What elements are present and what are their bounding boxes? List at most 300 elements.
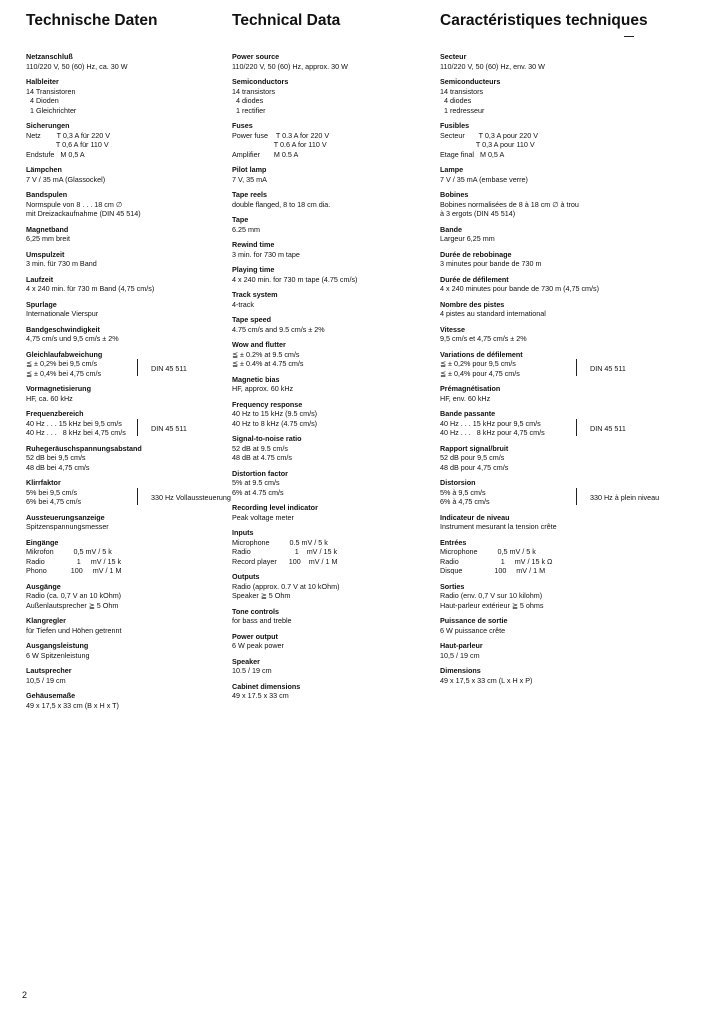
spec-section [232, 290, 432, 309]
spec-value-line: 49 x 17,5 x 33 cm (L x H x P) [440, 675, 533, 685]
spec-value-line: Spitzenspannungsmesser [26, 522, 109, 531]
spec-values [232, 300, 432, 310]
spec-section [440, 538, 665, 576]
spec-values [26, 309, 226, 319]
spec-value-line: 10.5 / 19 cm [232, 666, 272, 675]
spec-value-line: Microphone 0,5 mV / 5 k [440, 547, 536, 556]
bracket-mark [576, 359, 581, 376]
spec-values [26, 334, 226, 344]
spec-value-line: 40 Hz to 8 kHz (4.75 cm/s) [232, 418, 318, 428]
spec-values [440, 62, 665, 72]
spec-section [440, 641, 665, 660]
spec-section [26, 52, 226, 71]
spec-section [440, 121, 665, 159]
spec-value-line: T 0,6 A für 110 V [26, 140, 109, 149]
spec-heading: Vitesse [440, 324, 466, 334]
spec-value-line: 14 transistors [232, 86, 276, 96]
spec-section [440, 478, 665, 507]
spec-values [232, 384, 432, 394]
column-french [440, 12, 665, 691]
spec-heading: Wow and flutter [232, 340, 286, 349]
spec-heading: Spurlage [26, 299, 57, 309]
spec-values [440, 591, 665, 610]
spec-heading: Laufzeit [26, 274, 54, 284]
spec-value-line: ≦ ± 0.4% at 4.75 cm/s [232, 359, 304, 368]
spec-section [440, 616, 665, 635]
spec-value-line: 4 diodes [440, 96, 472, 105]
spec-section [440, 190, 665, 219]
spec-section [232, 77, 432, 115]
spec-section [26, 538, 226, 576]
spec-heading: Speaker [232, 656, 260, 666]
spec-value-line: Radio (approx. 0.7 V at 10 kOhm) [232, 581, 340, 591]
spec-heading: Bande [440, 224, 462, 234]
spec-section [232, 657, 432, 676]
spec-values [232, 275, 432, 285]
spec-heading: Fusibles [440, 121, 470, 130]
spec-section [440, 52, 665, 71]
section-list [232, 52, 432, 701]
spec-section [440, 582, 665, 611]
bracket-note: DIN 45 511 [590, 364, 626, 373]
spec-values [26, 175, 226, 185]
spec-value-line: 6,25 mm breit [26, 234, 70, 243]
spec-heading: Gleichlaufabweichung [26, 349, 103, 359]
spec-values [26, 284, 226, 294]
spec-section [26, 478, 231, 507]
spec-values [440, 359, 665, 378]
spec-values [440, 651, 665, 661]
spec-section [26, 250, 226, 269]
spec-heading: Durée de rebobinage [440, 249, 512, 259]
spec-value-line: 4 x 240 min. für 730 m Band (4,75 cm/s) [26, 284, 155, 293]
spec-value-line: 9,5 cm/s et 4,75 cm/s ± 2% [440, 334, 527, 343]
spec-values [26, 200, 226, 219]
spec-values [26, 487, 231, 507]
spec-section [232, 607, 432, 626]
spec-value-line: Internationale Vierspur [26, 309, 99, 318]
spec-values [440, 234, 665, 244]
spec-values [232, 444, 432, 463]
spec-heading: Inputs [232, 528, 254, 537]
spec-values [26, 62, 226, 72]
spec-section [26, 190, 226, 219]
spec-values [232, 87, 432, 116]
spec-heading: Netzanschluß [26, 52, 73, 61]
spec-heading: Lämpchen [26, 165, 62, 174]
spec-value-line: 10,5 / 19 cm [440, 650, 480, 660]
bracket-note: DIN 45 511 [590, 423, 626, 433]
spec-value-line: 4 pistes au standard international [440, 309, 546, 318]
spec-section [26, 165, 226, 184]
spec-value-line: 4.75 cm/s and 9.5 cm/s ± 2% [232, 324, 325, 334]
spec-heading: Power source [232, 52, 280, 61]
spec-value-line: ≦ ± 0,4% pour 4,75 cm/s [440, 368, 520, 378]
spec-value-line: Mikrofon 0,5 mV / 5 k [26, 547, 112, 556]
spec-value-line: Largeur 6,25 mm [440, 234, 495, 243]
spec-value-line: 52 dB pour 9,5 cm/s [440, 453, 505, 462]
spec-value-line: Radio 1 mV / 15 k [232, 547, 338, 556]
spec-value-line: 1 Gleichrichter [26, 105, 77, 115]
spec-value-line: 4 diodes [232, 96, 264, 105]
spec-value-line: 40 Hz . . . 8 kHz bei 4,75 cm/s [26, 428, 126, 437]
spec-values [440, 453, 665, 472]
spec-value-line: 14 transistors [440, 86, 484, 96]
spec-value-line: ≦ ± 0,2% bei 9,5 cm/s [26, 359, 98, 368]
spec-value-line: Microphone 0.5 mV / 5 k [232, 537, 328, 547]
spec-heading: Tape [232, 215, 249, 224]
spec-values [440, 394, 665, 404]
spec-heading: Lampe [440, 165, 464, 174]
spec-values [26, 591, 226, 610]
spec-values [26, 131, 226, 160]
page-number: 2 [22, 990, 28, 1000]
spec-heading: Signal-to-noise ratio [232, 434, 302, 443]
spec-heading: Aussteuerungsanzeige [26, 512, 105, 522]
spec-value-line: 110/220 V, 50 (60) Hz, env. 30 W [440, 61, 545, 71]
spec-values [26, 87, 226, 116]
spec-section [440, 444, 665, 473]
spec-heading: Power output [232, 631, 278, 641]
spec-heading: Gehäusemaße [26, 691, 76, 700]
spec-values [232, 250, 432, 260]
spec-heading: Rewind time [232, 240, 275, 249]
spec-value-line: Amplifier M 0.5 A [232, 149, 299, 159]
spec-values [440, 522, 665, 532]
spec-heading: Magnetband [26, 224, 69, 234]
spec-values [26, 259, 226, 269]
spec-value-line: 4 Dioden [26, 96, 59, 105]
spec-section [232, 265, 432, 284]
spec-section [26, 444, 226, 473]
spec-section [232, 52, 432, 71]
spec-values [232, 131, 432, 160]
spec-values [26, 522, 226, 532]
spec-values [440, 309, 665, 319]
spec-value-line: ≦ ± 0,4% bei 4,75 cm/s [26, 368, 102, 378]
spec-value-line: Radio (env. 0,7 V sur 10 kilohm) [440, 591, 543, 600]
spec-value-line: Power fuse T 0.3 A for 220 V [232, 130, 330, 140]
spec-section [232, 165, 432, 184]
spec-value-line: T 0.6 A for 110 V [232, 140, 327, 149]
spec-heading: Sicherungen [26, 121, 70, 130]
title-rule [624, 36, 634, 37]
column-title: Technical Data [232, 12, 341, 29]
spec-heading: Distorsion [440, 478, 476, 487]
spec-section [232, 469, 432, 498]
spec-heading: Ruhegeräuschspannungsabstand [26, 443, 142, 453]
spec-values [232, 225, 432, 235]
spec-value-line: Secteur T 0,3 A pour 220 V [440, 130, 539, 140]
spec-section [26, 325, 226, 344]
spec-value-line: Radio (ca. 0,7 V an 10 kOhm) [26, 591, 122, 600]
spec-heading: Bobines [440, 190, 469, 199]
spec-section [440, 384, 665, 403]
spec-values [232, 513, 432, 523]
spec-value-line: 49 x 17.5 x 33 cm [232, 691, 289, 700]
spec-value-line: 52 dB at 9.5 cm/s [232, 443, 288, 453]
spec-values [440, 284, 665, 294]
bracket-mark [137, 488, 142, 505]
spec-values [232, 62, 432, 72]
spec-heading: Klangregler [26, 616, 66, 625]
spec-value-line: 14 Transistoren [26, 86, 76, 96]
spec-values [232, 538, 432, 567]
spec-heading: Rapport signal/bruit [440, 443, 509, 453]
spec-section [26, 641, 226, 660]
section-list [440, 52, 665, 685]
spec-values [440, 547, 665, 576]
spec-heading: Halbleiter [26, 77, 59, 86]
spec-values [26, 626, 226, 636]
spec-values [26, 394, 226, 404]
spec-section [440, 165, 665, 184]
spec-heading: Variations de défilement [440, 349, 523, 359]
spec-section [26, 582, 226, 611]
spec-section [26, 409, 226, 438]
spec-section [232, 572, 432, 601]
spec-heading: Nombre des pistes [440, 299, 505, 309]
bracket-note: 330 Hz à plein niveau [590, 492, 660, 502]
spec-value-line: 48 dB bei 4,75 cm/s [26, 462, 90, 472]
spec-heading: Ausgangsleistung [26, 641, 89, 650]
spec-section [26, 666, 226, 685]
spec-values [232, 478, 432, 497]
spec-section [26, 513, 226, 532]
spec-value-line: Disque 100 mV / 1 M [440, 566, 546, 575]
spec-value-line: Radio 1 mV / 15 k [26, 556, 122, 566]
spec-section [26, 121, 226, 159]
spec-value-line: for bass and treble [232, 616, 292, 625]
spec-section [26, 350, 226, 379]
spec-value-line: 52 dB bei 9,5 cm/s [26, 453, 86, 462]
spec-heading: Distortion factor [232, 468, 288, 478]
bracket-mark [576, 488, 581, 505]
spec-heading: Tape speed [232, 315, 272, 324]
spec-values [440, 200, 665, 219]
spec-section [26, 384, 226, 403]
spec-value-line: Netz T 0,3 A für 220 V [26, 130, 111, 140]
spec-value-line: ≦ ± 0.2% at 9.5 cm/s [232, 349, 300, 359]
spec-values [440, 259, 665, 269]
spec-value-line: Normspule von 8 . . . 18 cm ∅ [26, 199, 123, 209]
spec-value-line: 1 redresseur [440, 105, 485, 115]
spec-values [440, 175, 665, 185]
spec-value-line: à 3 ergots (DIN 45 514) [440, 209, 516, 218]
spec-section [232, 528, 432, 566]
spec-values [232, 666, 432, 676]
spec-section [232, 434, 432, 463]
spec-section [232, 682, 432, 701]
spec-value-line: 6.25 mm [232, 224, 260, 234]
spec-values [440, 488, 665, 507]
section-list [26, 52, 231, 710]
spec-heading: Dimensions [440, 666, 481, 675]
spec-value-line: 3 min. for 730 m tape [232, 249, 300, 259]
spec-value-line: HF, env. 60 kHz [440, 393, 491, 403]
spec-value-line: 40 Hz . . . 15 kHz pour 9,5 cm/s [440, 418, 541, 428]
column-german [26, 12, 231, 716]
spec-value-line: 6 W puissance crête [440, 625, 506, 635]
spec-heading: Magnetic bias [232, 374, 280, 384]
spec-value-line: T 0,3 A pour 110 V [440, 140, 535, 149]
spec-heading: Outputs [232, 572, 260, 581]
spec-heading: Sorties [440, 581, 465, 591]
spec-section [440, 513, 665, 532]
spec-values [232, 616, 432, 626]
spec-section [440, 350, 665, 379]
spec-value-line: 10,5 / 19 cm [26, 675, 66, 685]
spec-value-line: Haut-parleur extérieur ≧ 5 ohms [440, 600, 544, 610]
spec-values [26, 701, 226, 711]
spec-value-line: Phono 100 mV / 1 M [26, 566, 122, 575]
spec-section [26, 300, 226, 319]
spec-value-line: Radio 1 mV / 15 k Ω [440, 556, 553, 566]
spec-value-line: 4-track [232, 299, 254, 309]
spec-values [440, 676, 665, 686]
spec-section [440, 300, 665, 319]
spec-value-line: 7 V / 35 mA (embase verre) [440, 174, 528, 184]
spec-values [232, 641, 432, 651]
spec-heading: Bandgeschwindigkeit [26, 324, 100, 334]
spec-values [26, 651, 226, 661]
bracket-mark [576, 419, 581, 436]
spec-section [232, 375, 432, 394]
spec-value-line: 110/220 V, 50 (60) Hz, approx. 30 W [232, 61, 348, 71]
bracket-note: 330 Hz Vollaussteuerung [151, 492, 231, 502]
spec-value-line: 40 Hz . . . 15 kHz bei 9,5 cm/s [26, 418, 122, 428]
spec-section [232, 632, 432, 651]
spec-heading: Recording level indicator [232, 503, 318, 512]
spec-value-line: 5% at 9.5 cm/s [232, 478, 280, 487]
column-english [232, 12, 432, 707]
spec-heading: Fuses [232, 121, 253, 130]
spec-value-line: 6% à 4,75 cm/s [440, 497, 490, 506]
bracket-mark [137, 359, 142, 376]
spec-value-line: für Tiefen und Höhen getrennt [26, 625, 122, 635]
spec-heading: Puissance de sortie [440, 616, 508, 625]
spec-heading: Ausgänge [26, 581, 61, 591]
spec-value-line: 48 dB at 4.75 cm/s [232, 453, 292, 462]
spec-value-line: Peak voltage meter [232, 512, 294, 522]
spec-values [26, 419, 226, 438]
spec-value-line: 6% bei 4,75 cm/s [26, 497, 82, 506]
spec-value-line: 49 x 17,5 x 33 cm (B x H x T) [26, 700, 119, 710]
spec-section [232, 190, 432, 209]
spec-values [26, 547, 226, 576]
spec-heading: Eingänge [26, 537, 59, 547]
spec-section [26, 616, 226, 635]
spec-value-line: 40 Hz . . . 8 kHz pour 4,75 cm/s [440, 428, 545, 437]
spec-value-line: 6 W peak power [232, 641, 284, 650]
spec-heading: Cabinet dimensions [232, 681, 301, 691]
spec-value-line: Record player 100 mV / 1 M [232, 556, 338, 566]
column-title: Caractéristiques techniques [440, 12, 648, 29]
spec-section [440, 275, 665, 294]
spec-heading: Entrées [440, 537, 467, 547]
spec-heading: Klirrfaktor [26, 478, 61, 487]
spec-section [232, 315, 432, 334]
spec-values [26, 234, 226, 244]
spec-value-line: 4 x 240 minutes pour bande de 730 m (4,75 cm/s) [440, 284, 600, 293]
spec-values [440, 334, 665, 344]
spec-value-line: 7 V / 35 mA (Glassockel) [26, 174, 106, 184]
spec-values [440, 419, 665, 438]
spec-values [440, 131, 665, 160]
spec-heading: Frequency response [232, 399, 303, 409]
spec-value-line: HF, approx. 60 kHz [232, 384, 294, 393]
spec-heading: Durée de défilement [440, 274, 509, 284]
spec-value-line: 4,75 cm/s und 9,5 cm/s ± 2% [26, 334, 119, 343]
spec-value-line: Instrument mesurant la tension crête [440, 522, 557, 531]
spec-section [440, 666, 665, 685]
spec-values [232, 691, 432, 701]
spec-value-line: 3 min. für 730 m Band [26, 259, 97, 268]
spec-values [232, 325, 432, 335]
spec-value-line: Außenlautsprecher ≧ 5 Ohm [26, 600, 119, 610]
spec-heading: Umspulzeit [26, 249, 65, 259]
spec-value-line: HF, ca. 60 kHz [26, 393, 73, 403]
spec-heading: Lautsprecher [26, 666, 72, 675]
spec-heading: Prémagnétisation [440, 384, 501, 393]
spec-heading: Bande passante [440, 409, 496, 418]
spec-heading: Track system [232, 290, 278, 299]
spec-heading: Indicateur de niveau [440, 512, 510, 522]
spec-values [440, 626, 665, 636]
bracket-note: DIN 45 511 [151, 423, 187, 433]
spec-value-line: 6 W Spitzenleistung [26, 650, 90, 660]
spec-section [440, 77, 665, 115]
spec-values [232, 200, 432, 210]
spec-value-line: Endstufe M 0,5 A [26, 149, 85, 159]
spec-value-line: 40 Hz to 15 kHz (9.5 cm/s) [232, 409, 318, 418]
spec-heading: Vormagnetisierung [26, 384, 91, 393]
spec-values [440, 87, 665, 116]
spec-value-line: 1 rectifier [232, 105, 266, 115]
spec-value-line: Etage final M 0,5 A [440, 149, 505, 159]
spec-section [232, 240, 432, 259]
spec-value-line: 7 V, 35 mA [232, 174, 267, 184]
spec-value-line: 110/220 V, 50 (60) Hz, ca. 30 W [26, 61, 128, 71]
spec-value-line: 5% à 9,5 cm/s [440, 487, 486, 497]
spec-section [26, 77, 226, 115]
spec-heading: Semiconducteurs [440, 77, 501, 86]
spec-heading: Frequenzbereich [26, 409, 84, 418]
spec-value-line: 5% bei 9,5 cm/s [26, 487, 78, 497]
spec-section [26, 225, 226, 244]
spec-values [232, 582, 432, 601]
spec-heading: Secteur [440, 52, 467, 61]
spec-values [232, 175, 432, 185]
spec-value-line: 6% at 4.75 cm/s [232, 487, 284, 497]
spec-heading: Pilot lamp [232, 165, 267, 174]
spec-heading: Bandspulen [26, 190, 68, 199]
spec-heading: Playing time [232, 265, 275, 274]
spec-heading: Haut-parleur [440, 641, 483, 650]
spec-value-line: 48 dB pour 4,75 cm/s [440, 462, 509, 472]
spec-section [232, 215, 432, 234]
column-title: Technische Daten [26, 12, 158, 29]
spec-section [440, 225, 665, 244]
spec-section [26, 691, 226, 710]
spec-value-line: 3 minutes pour bande de 730 m [440, 259, 542, 268]
spec-value-line: ≦ ± 0,2% pour 9,5 cm/s [440, 359, 516, 368]
spec-section [26, 275, 226, 294]
spec-value-line: double flanged, 8 to 18 cm dia. [232, 199, 331, 209]
spec-value-line: Speaker ≧ 5 Ohm [232, 591, 291, 600]
spec-section [440, 409, 665, 438]
spec-value-line: Bobines normalisées de 8 à 18 cm ∅ à trou [440, 199, 579, 209]
